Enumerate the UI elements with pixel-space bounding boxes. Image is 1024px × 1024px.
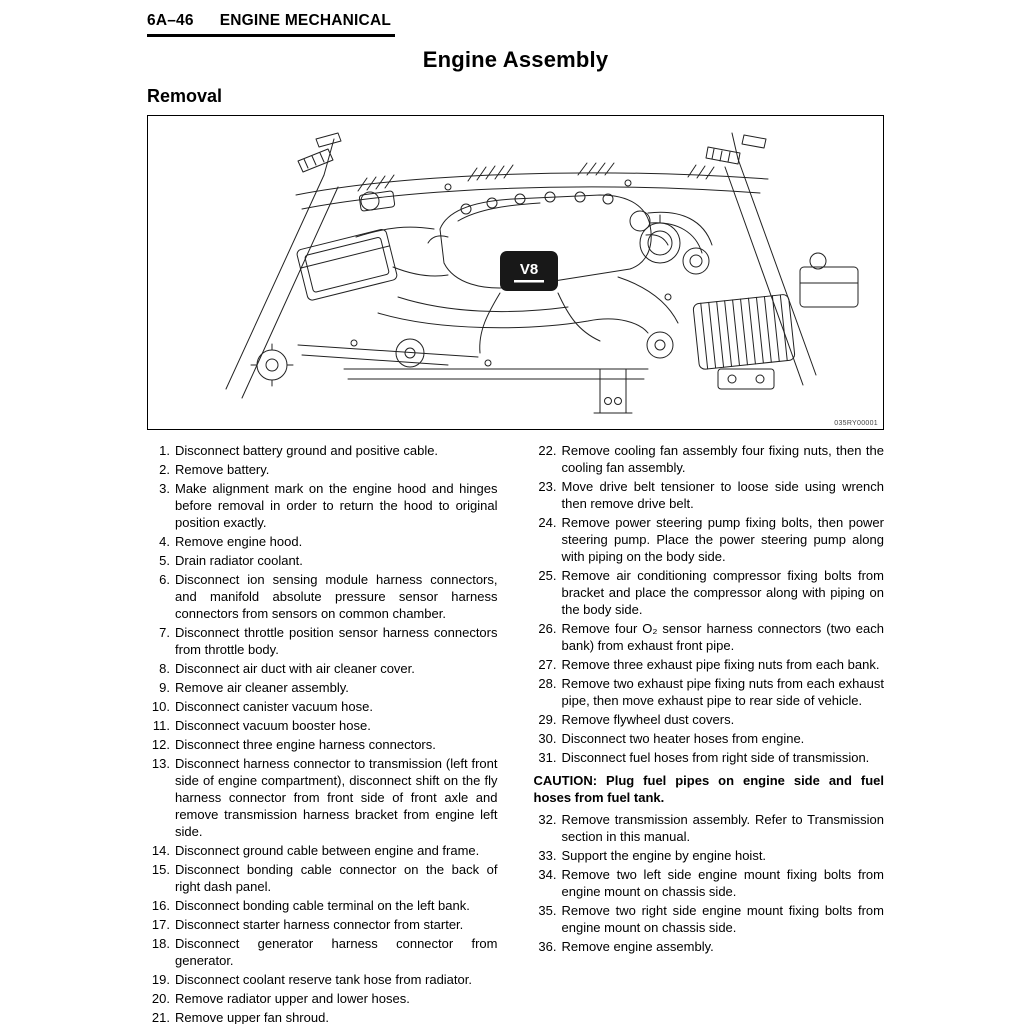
step-item xyxy=(147,916,498,933)
engine-badge-text: V8 xyxy=(519,261,539,278)
step-number: 17. xyxy=(151,917,170,932)
step-number: 23. xyxy=(538,479,557,494)
step-number: 21. xyxy=(151,1010,170,1024)
step-number: 26. xyxy=(538,621,557,636)
step-number: 18. xyxy=(151,936,170,951)
step-number: 28. xyxy=(538,676,557,691)
step-item xyxy=(147,736,498,753)
step-item xyxy=(534,514,885,565)
step-item xyxy=(147,861,498,895)
step-text: Disconnect canister vacuum hose. xyxy=(175,699,373,714)
steps-columns xyxy=(147,442,884,1024)
step-number: 9. xyxy=(159,680,170,695)
step-item xyxy=(534,938,885,955)
caution-text: Plug fuel pipes on engine side and fuel hoses from fuel tank. xyxy=(533,773,884,805)
step-text: Disconnect throttle position sensor harness connectors from throttle body. xyxy=(175,625,498,657)
step-item xyxy=(534,866,885,900)
step-number: 36. xyxy=(538,939,557,954)
step-text: Disconnect coolant reserve tank hose from radiator. xyxy=(175,972,472,987)
step-number: 15. xyxy=(151,862,170,877)
step-text: Remove engine assembly. xyxy=(561,939,714,954)
step-text: Disconnect ion sensing module harness connectors, and manifold absolute pressure sensor harness connectors from sensors on common chamber. xyxy=(175,572,498,621)
step-text: Remove engine hood. xyxy=(175,534,303,549)
step-text: Make alignment mark on the engine hood and hinges before removal in order to return the hood to original position exactly. xyxy=(175,481,498,530)
step-number: 20. xyxy=(151,991,170,1006)
step-text: Move drive belt tensioner to loose side using wrench then remove drive belt. xyxy=(561,479,884,511)
step-number: 24. xyxy=(538,515,557,530)
step-number: 16. xyxy=(151,898,170,913)
steps-right-top xyxy=(534,442,885,766)
step-item xyxy=(534,730,885,747)
step-number: 1. xyxy=(159,443,170,458)
figure-code: 035RY00001 xyxy=(834,420,878,427)
step-text: Remove two exhaust pipe fixing nuts from each exhaust pipe, then move exhaust pipe to rear side of vehicle. xyxy=(561,676,884,708)
step-item xyxy=(147,480,498,531)
step-number: 11. xyxy=(152,718,170,733)
step-text: Remove radiator upper and lower hoses. xyxy=(175,991,410,1006)
step-number: 14. xyxy=(151,843,170,858)
page-header xyxy=(147,12,395,37)
step-text: Disconnect three engine harness connectors. xyxy=(175,737,436,752)
step-item xyxy=(147,990,498,1007)
caution-note xyxy=(534,772,885,806)
step-text: Support the engine by engine hoist. xyxy=(561,848,767,863)
step-text: Remove power steering pump fixing bolts, then power steering pump. Place the power steering pump along with piping on the body side. xyxy=(561,515,884,564)
step-text: Disconnect bonding cable connector on the back of right dash panel. xyxy=(175,862,498,894)
step-text: Remove air conditioning compressor fixing bolts from bracket and place the compressor along with piping on the body side. xyxy=(561,568,884,617)
step-item xyxy=(147,897,498,914)
step-item xyxy=(534,478,885,512)
step-text: Disconnect generator harness connector from generator. xyxy=(175,936,498,968)
step-item xyxy=(147,461,498,478)
step-number: 22. xyxy=(538,443,557,458)
step-item xyxy=(147,552,498,569)
header-title: ENGINE MECHANICAL xyxy=(219,12,392,29)
step-item xyxy=(534,711,885,728)
step-text: Disconnect air duct with air cleaner cover. xyxy=(175,661,415,676)
step-number: 6. xyxy=(159,572,170,587)
step-item xyxy=(147,679,498,696)
step-text: Disconnect bonding cable terminal on the left bank. xyxy=(175,898,470,913)
step-item xyxy=(147,842,498,859)
step-number: 25. xyxy=(538,568,557,583)
step-item xyxy=(534,902,885,936)
step-text: Remove flywheel dust covers. xyxy=(561,712,735,727)
step-number: 5. xyxy=(159,553,170,568)
step-text: Drain radiator coolant. xyxy=(175,553,303,568)
step-item xyxy=(147,660,498,677)
step-number: 13. xyxy=(151,756,170,771)
step-item xyxy=(147,571,498,622)
step-number: 32. xyxy=(538,812,557,827)
step-number: 4. xyxy=(159,534,170,549)
engine-bay-illustration xyxy=(148,116,883,429)
step-number: 7. xyxy=(159,625,170,640)
step-item xyxy=(534,656,885,673)
step-item xyxy=(147,971,498,988)
step-text: Disconnect battery ground and positive cable. xyxy=(175,443,439,458)
step-item xyxy=(147,717,498,734)
step-number: 19. xyxy=(151,972,170,987)
step-number: 33. xyxy=(538,848,557,863)
step-item xyxy=(534,567,885,618)
step-text: Disconnect harness connector to transmission (left front side of engine compartment), disconnect shift on the fly harness connector from front side of front axle and remove transmission harness bracket from engine left side. xyxy=(175,756,498,839)
steps-column-left xyxy=(147,442,498,1024)
step-number: 3. xyxy=(159,481,170,496)
step-item xyxy=(534,847,885,864)
step-text: Disconnect fuel hoses from right side of transmission. xyxy=(561,750,870,765)
step-text: Disconnect ground cable between engine and frame. xyxy=(175,843,480,858)
step-item xyxy=(147,533,498,550)
step-number: 8. xyxy=(159,661,170,676)
step-number: 2. xyxy=(159,462,170,477)
step-number: 12. xyxy=(151,737,170,752)
step-text: Disconnect vacuum booster hose. xyxy=(175,718,371,733)
step-item xyxy=(147,624,498,658)
figure-box xyxy=(147,115,884,430)
step-item xyxy=(534,675,885,709)
step-item xyxy=(147,698,498,715)
section-code: 6A–46 xyxy=(147,12,194,29)
step-number: 10. xyxy=(151,699,170,714)
step-number: 29. xyxy=(538,712,557,727)
steps-right-bottom xyxy=(534,811,885,955)
step-number: 27. xyxy=(538,657,557,672)
section-heading: Removal xyxy=(147,86,223,106)
step-text: Disconnect two heater hoses from engine. xyxy=(561,731,805,746)
step-item xyxy=(534,811,885,845)
page-title: Engine Assembly xyxy=(422,47,609,72)
step-text: Remove upper fan shroud. xyxy=(175,1010,329,1024)
steps-column-right xyxy=(534,442,885,1024)
step-number: 31. xyxy=(538,750,557,765)
step-item xyxy=(147,755,498,840)
step-text: Remove transmission assembly. Refer to Transmission section in this manual. xyxy=(561,812,884,844)
step-text: Remove four O₂ sensor harness connectors (two each bank) from exhaust front pipe. xyxy=(561,621,884,653)
step-item xyxy=(147,442,498,459)
step-item xyxy=(534,749,885,766)
step-number: 34. xyxy=(538,867,557,882)
step-item xyxy=(147,935,498,969)
step-text: Remove cooling fan assembly four fixing nuts, then the cooling fan assembly. xyxy=(561,443,884,475)
step-text: Disconnect starter harness connector from starter. xyxy=(175,917,464,932)
step-item xyxy=(147,1009,498,1024)
step-item xyxy=(534,442,885,476)
step-text: Remove two right side engine mount fixing bolts from engine mount on chassis side. xyxy=(561,903,884,935)
step-text: Remove battery. xyxy=(175,462,270,477)
step-item xyxy=(534,620,885,654)
step-number: 30. xyxy=(538,731,557,746)
step-text: Remove air cleaner assembly. xyxy=(175,680,349,695)
v8-badge xyxy=(500,251,558,291)
step-number: 35. xyxy=(538,903,557,918)
caution-label: CAUTION: xyxy=(533,773,598,788)
step-text: Remove three exhaust pipe fixing nuts from each bank. xyxy=(561,657,880,672)
step-text: Remove two left side engine mount fixing bolts from engine mount on chassis side. xyxy=(561,867,884,899)
